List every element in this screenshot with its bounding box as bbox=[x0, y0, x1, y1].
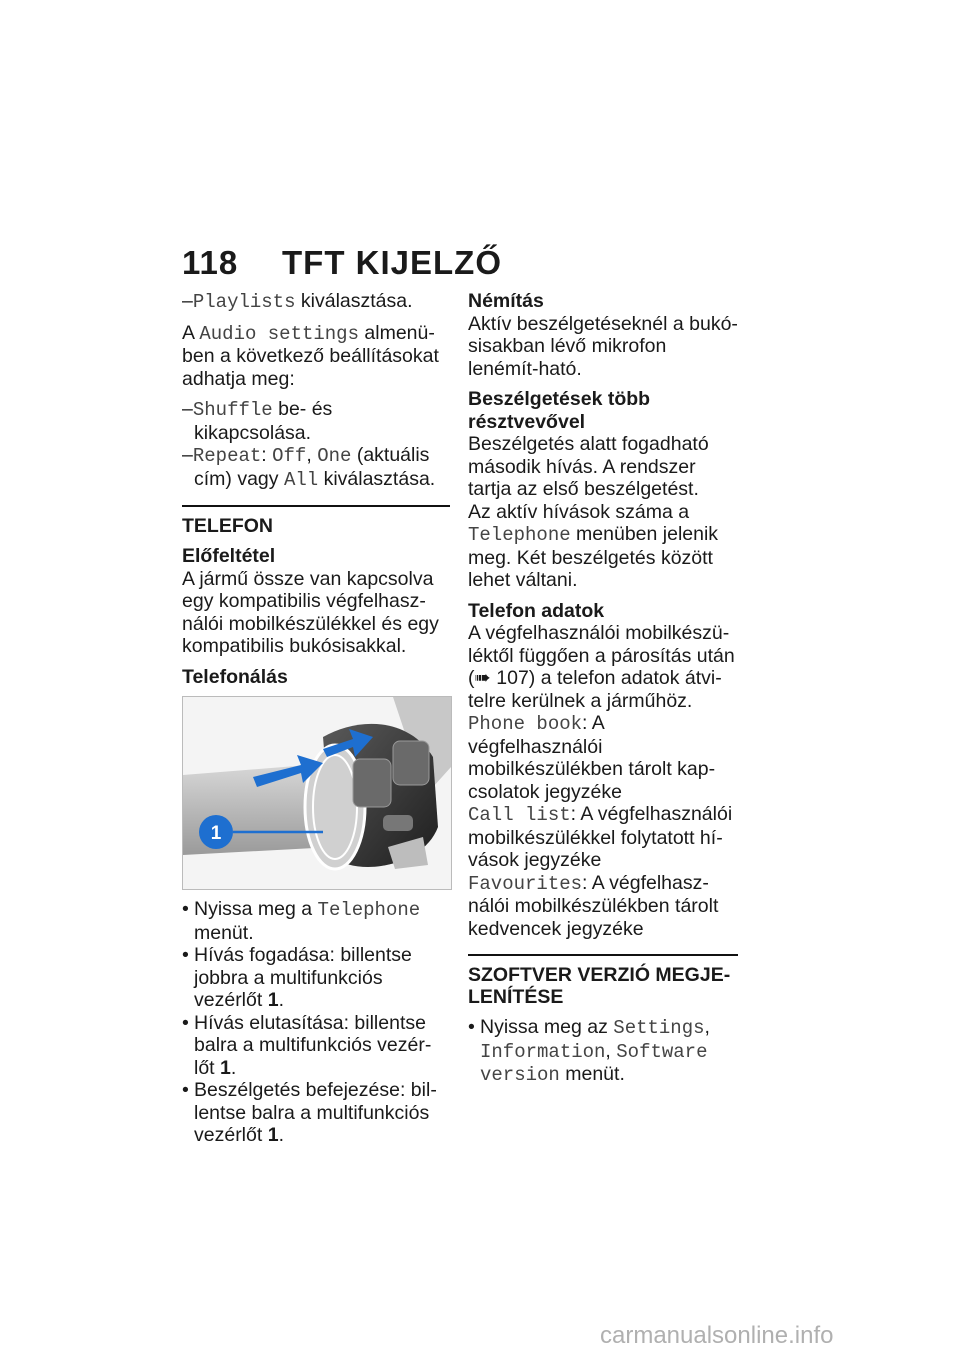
code-playlists: Playlists bbox=[192, 291, 296, 313]
list-item-playlists: –Playlists kiválasztása. bbox=[182, 290, 413, 313]
calllist-item: Call list: A végfelhasználói mobilkészülékkel folytatott hí-vások jegyzéke bbox=[468, 803, 733, 871]
adatok-text: A végfelhasználói mobilkészü-léktől függően a párosítás után (➠ 107) a telefon adatok átvi-telre kerülnek a járműhöz. bbox=[468, 622, 735, 712]
list-item-repeat: –Repeat: Off, One (aktuális cím) vagy All kiválasztása. bbox=[182, 444, 436, 491]
handlebar-controller-image bbox=[182, 696, 452, 890]
list-item-accept-call: • Hívás fogadása: billentse jobbra a multifunkciós vezérlőt 1. bbox=[182, 944, 412, 1011]
subheading-telefon-adatok: Telefon adatok bbox=[468, 599, 605, 622]
tobb-text-2: Az aktív hívások száma a Telephone menüben jelenik meg. Két beszélgetés között lehet váltani. bbox=[468, 500, 719, 591]
page-number: 118 bbox=[182, 244, 239, 281]
list-item-open-telephone: • Nyissa meg a Telephone menüt. bbox=[182, 898, 421, 944]
elofeltetel-text: A jármű össze van kapcsolva egy kompatibilis végfelhasz-nálói mobilkészülékkel és egy kompatibilis bukósisakkal. bbox=[182, 567, 439, 657]
right-column bbox=[468, 290, 738, 1087]
callout-label: 1 bbox=[210, 823, 222, 844]
page-title: TFT KIJELZŐ bbox=[282, 244, 502, 281]
list-item-end-call: • Beszélgetés befejezése: bil-lentse balra a multifunkciós vezérlőt 1. bbox=[182, 1079, 437, 1146]
list-item-shuffle: –Shuffle be- és kikapcsolása. bbox=[182, 398, 333, 444]
favourites-item: Favourites: A végfelhasz-nálói mobilkészülékben tárolt kedvencek jegyzéke bbox=[468, 871, 719, 940]
subheading-elofeltetel: Előfeltétel bbox=[182, 545, 276, 567]
code-audio-settings: Audio settings bbox=[199, 322, 359, 345]
section-heading-telefon: TELEFON bbox=[182, 505, 450, 537]
page-header bbox=[182, 244, 502, 282]
tobb-text-1: Beszélgetés alatt fogadható második hívás. A rendszer tartja az első beszélgetést. bbox=[468, 433, 709, 500]
subheading-telefonalas: Telefonálás bbox=[182, 665, 288, 688]
subheading-nemitas: Némítás bbox=[468, 290, 544, 312]
list-item-open-software-version: • Nyissa meg az Settings, Information, Software version menüt. bbox=[468, 1016, 710, 1086]
handlebar-illustration bbox=[183, 697, 451, 889]
nemitas-text: Aktív beszélgetéseknél a bukó-sisakban lévő mikrofon lenémít-ható. bbox=[468, 312, 738, 380]
list-item-reject-call: • Hívás elutasítása: billentse balra a multifunkciós vezér-lőt 1. bbox=[182, 1011, 432, 1079]
phonebook-item: Phone book: A végfelhasználói mobilkészülékben tárolt kap-csolatok jegyzéke bbox=[468, 712, 716, 803]
switch-button-left bbox=[353, 759, 391, 807]
audio-settings-intro: A Audio settings almenü-ben a következő beállításokat adhatja meg: bbox=[182, 321, 439, 390]
subheading-tobb-resztvevo: Beszélgetések több résztvevővel bbox=[468, 388, 651, 433]
page-ref-arrow-icon: ➠ bbox=[474, 667, 491, 689]
left-column bbox=[182, 290, 450, 1147]
switch-button-right bbox=[393, 741, 429, 785]
watermark-footer[interactable]: carmanualsonline.info bbox=[600, 1322, 834, 1349]
section-heading-szoftver: SZOFTVER VERZIÓ MEGJE-LENÍTÉSE bbox=[468, 954, 738, 1008]
